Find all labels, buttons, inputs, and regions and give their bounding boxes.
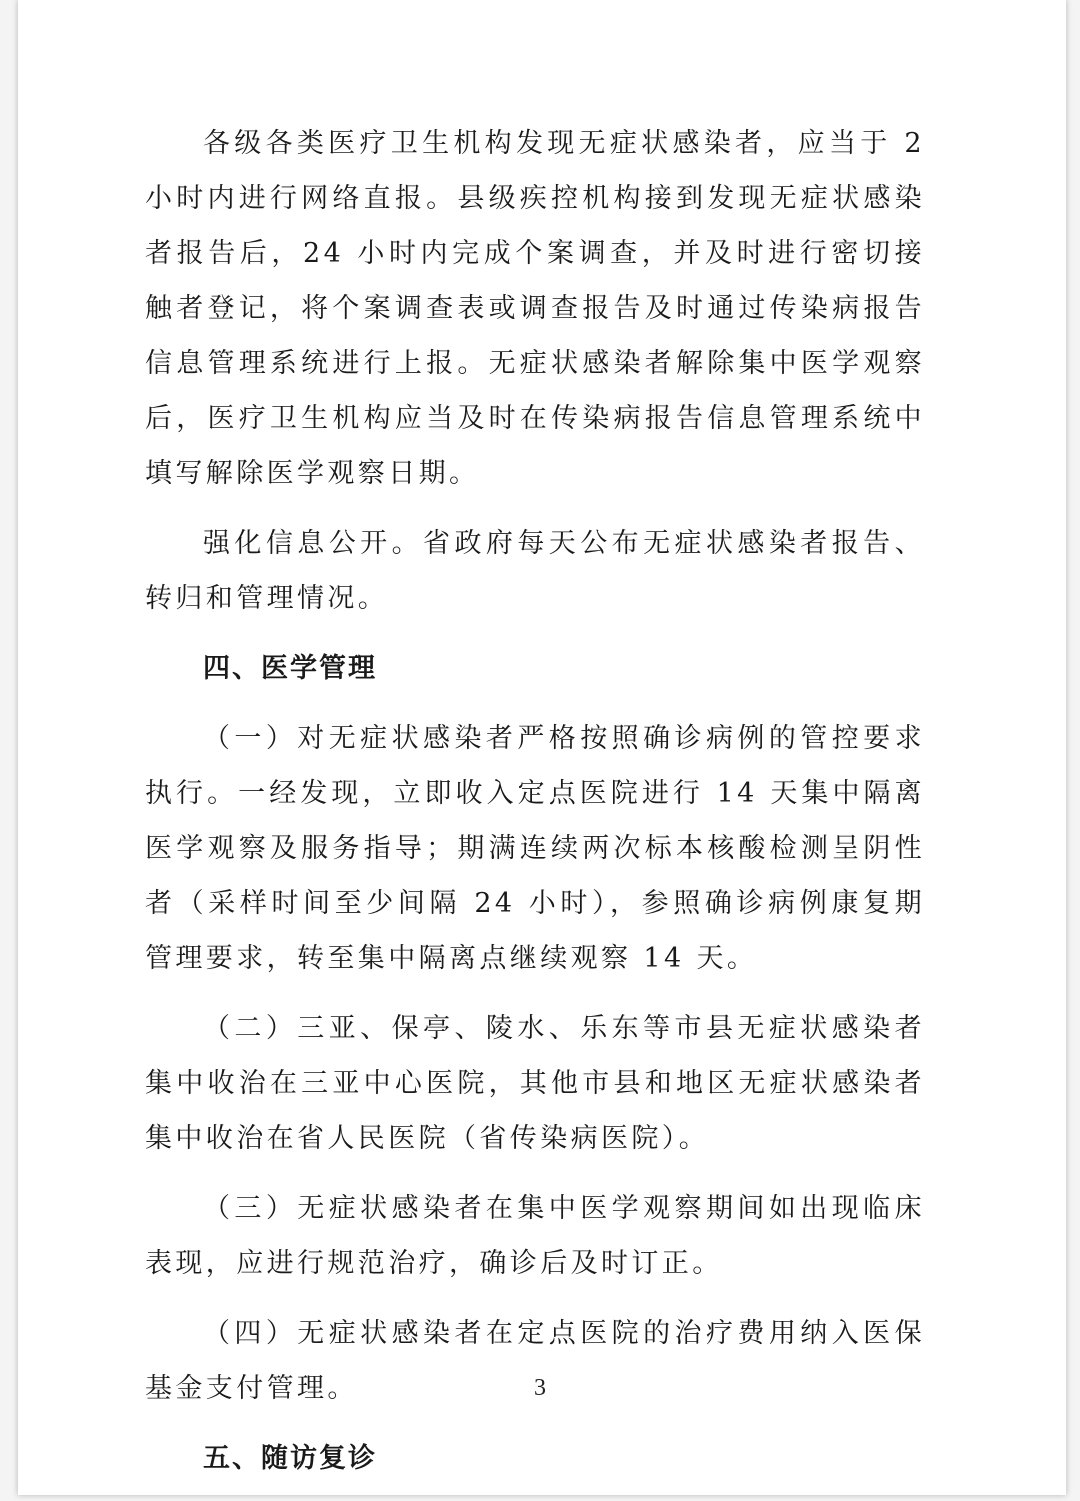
document-body (145, 116, 925, 1501)
page-number: 3 (534, 1375, 546, 1401)
paragraph-item-3: （三）无症状感染者在集中医学观察期间如出现临床表现，应进行规范治疗，确诊后及时订正。 (145, 1193, 925, 1279)
paragraph-item-2: （二）三亚、保亭、陵水、乐东等市县无症状感染者集中收治在三亚中心医院，其他市县和地区无症状感染者集中收治在省人民医院（省传染病医院）。 (145, 1013, 925, 1154)
paragraph-information-disclosure: 强化信息公开。省政府每天公布无症状感染者报告、转归和管理情况。 (145, 528, 925, 614)
section-heading-medical-management: 四、医学管理 (203, 653, 377, 684)
paragraph-item-4: （四）无症状感染者在定点医院的治疗费用纳入医保基金支付管理。 (145, 1318, 925, 1404)
section-heading-follow-up: 五、随访复诊 (203, 1443, 377, 1474)
paragraph-reporting: 各级各类医疗卫生机构发现无症状感染者，应当于 2 小时内进行网络直报。县级疾控机构接到发现无症状感染者报告后，24 小时内完成个案调查，并及时进行密切接触者登记，将个案调查表或调查报告及时通过传染病报告信息管理系统进行上报。无症状感染者解除集中医学观察后，医疗卫生机构应当及时在传染病报告信息管理系统中填写解除医学观察日期。 (145, 128, 925, 489)
paragraph-item-1: （一）对无症状感染者严格按照确诊病例的管控要求执行。一经发现，立即收入定点医院进行 14 天集中隔离医学观察及服务指导；期满连续两次标本核酸检测呈阴性者（采样时间至少间隔 24 小时），参照确诊病例康复期管理要求，转至集中隔离点继续观察 14 天。 (145, 723, 925, 974)
